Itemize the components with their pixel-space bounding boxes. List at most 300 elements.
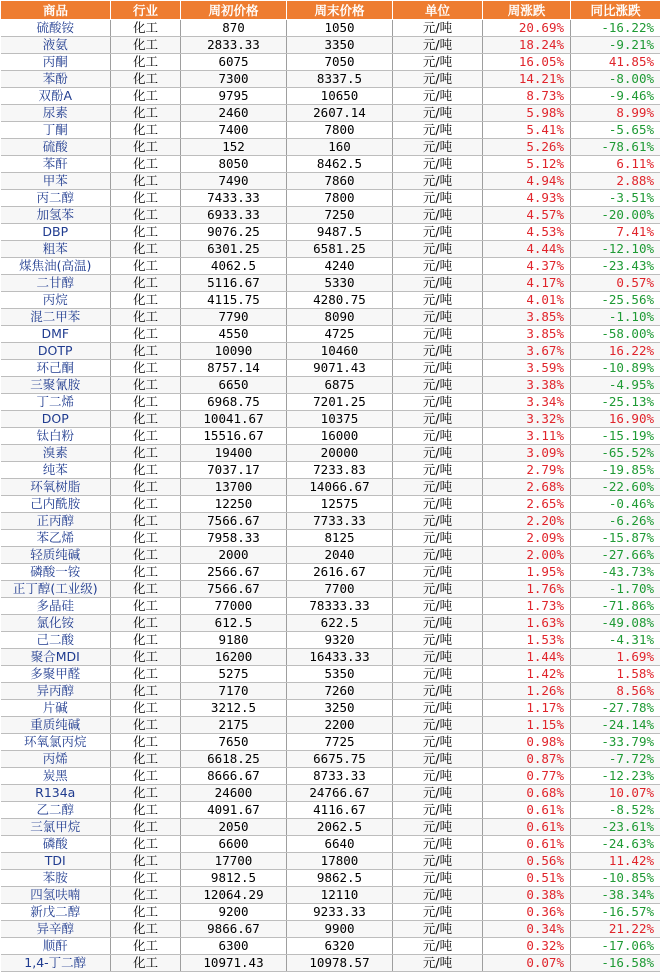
- header-industry: 行业: [111, 1, 181, 20]
- start-price-cell: 8757.14: [181, 360, 287, 377]
- end-price-cell: 9233.33: [287, 904, 393, 921]
- start-price-cell: 2566.67: [181, 564, 287, 581]
- unit-cell: 元/吨: [393, 547, 483, 564]
- industry-cell: 化工: [111, 428, 181, 445]
- table-row: [1, 258, 660, 275]
- yoy-change-cell: -24.63%: [571, 836, 660, 853]
- unit-cell: 元/吨: [393, 207, 483, 224]
- weekly-change-cell: 0.34%: [483, 921, 571, 938]
- weekly-change-cell: 2.00%: [483, 547, 571, 564]
- unit-cell: 元/吨: [393, 802, 483, 819]
- yoy-change-cell: -7.72%: [571, 751, 660, 768]
- product-name-cell: 三聚氰胺: [1, 377, 111, 394]
- weekly-change-cell: 20.69%: [483, 20, 571, 37]
- yoy-change-cell: -27.66%: [571, 547, 660, 564]
- product-name-cell: 丙烷: [1, 292, 111, 309]
- product-name-cell: 炭黑: [1, 768, 111, 785]
- table-row: [1, 122, 660, 139]
- end-price-cell: 5350: [287, 666, 393, 683]
- start-price-cell: 7433.33: [181, 190, 287, 207]
- yoy-change-cell: -25.13%: [571, 394, 660, 411]
- yoy-change-cell: -49.08%: [571, 615, 660, 632]
- weekly-change-cell: 0.61%: [483, 836, 571, 853]
- table-row: [1, 377, 660, 394]
- unit-cell: 元/吨: [393, 411, 483, 428]
- unit-cell: 元/吨: [393, 717, 483, 734]
- end-price-cell: 10460: [287, 343, 393, 360]
- industry-cell: 化工: [111, 632, 181, 649]
- table-row: [1, 139, 660, 156]
- unit-cell: 元/吨: [393, 326, 483, 343]
- industry-cell: 化工: [111, 54, 181, 71]
- product-name-cell: DMF: [1, 326, 111, 343]
- product-name-cell: DOP: [1, 411, 111, 428]
- industry-cell: 化工: [111, 751, 181, 768]
- product-name-cell: 多聚甲醛: [1, 666, 111, 683]
- start-price-cell: 6618.25: [181, 751, 287, 768]
- industry-cell: 化工: [111, 496, 181, 513]
- table-row: [1, 581, 660, 598]
- unit-cell: 元/吨: [393, 139, 483, 156]
- start-price-cell: 7958.33: [181, 530, 287, 547]
- product-name-cell: 轻质纯碱: [1, 547, 111, 564]
- end-price-cell: 9862.5: [287, 870, 393, 887]
- industry-cell: 化工: [111, 581, 181, 598]
- start-price-cell: 7490: [181, 173, 287, 190]
- product-name-cell: 苯胺: [1, 870, 111, 887]
- yoy-change-cell: -1.70%: [571, 581, 660, 598]
- start-price-cell: 19400: [181, 445, 287, 462]
- end-price-cell: 6675.75: [287, 751, 393, 768]
- start-price-cell: 612.5: [181, 615, 287, 632]
- industry-cell: 化工: [111, 462, 181, 479]
- start-price-cell: 6300: [181, 938, 287, 955]
- start-price-cell: 10971.43: [181, 955, 287, 972]
- start-price-cell: 10090: [181, 343, 287, 360]
- weekly-change-cell: 3.11%: [483, 428, 571, 445]
- unit-cell: 元/吨: [393, 173, 483, 190]
- end-price-cell: 8337.5: [287, 71, 393, 88]
- yoy-change-cell: -65.52%: [571, 445, 660, 462]
- industry-cell: 化工: [111, 938, 181, 955]
- unit-cell: 元/吨: [393, 360, 483, 377]
- yoy-change-cell: -22.60%: [571, 479, 660, 496]
- product-name-cell: 磷酸: [1, 836, 111, 853]
- start-price-cell: 8050: [181, 156, 287, 173]
- start-price-cell: 3212.5: [181, 700, 287, 717]
- table-row: [1, 921, 660, 938]
- end-price-cell: 7201.25: [287, 394, 393, 411]
- industry-cell: 化工: [111, 836, 181, 853]
- start-price-cell: 6968.75: [181, 394, 287, 411]
- weekly-change-cell: 2.09%: [483, 530, 571, 547]
- industry-cell: 化工: [111, 207, 181, 224]
- weekly-change-cell: 1.44%: [483, 649, 571, 666]
- start-price-cell: 12064.29: [181, 887, 287, 904]
- end-price-cell: 7250: [287, 207, 393, 224]
- industry-cell: 化工: [111, 683, 181, 700]
- yoy-change-cell: -24.14%: [571, 717, 660, 734]
- unit-cell: 元/吨: [393, 394, 483, 411]
- weekly-change-cell: 1.17%: [483, 700, 571, 717]
- yoy-change-cell: 16.90%: [571, 411, 660, 428]
- yoy-change-cell: -78.61%: [571, 139, 660, 156]
- end-price-cell: 78333.33: [287, 598, 393, 615]
- header-end-price: 周末价格: [287, 1, 393, 20]
- weekly-change-cell: 0.61%: [483, 802, 571, 819]
- start-price-cell: 13700: [181, 479, 287, 496]
- start-price-cell: 7037.17: [181, 462, 287, 479]
- product-name-cell: 乙二醇: [1, 802, 111, 819]
- industry-cell: 化工: [111, 275, 181, 292]
- product-name-cell: 环己酮: [1, 360, 111, 377]
- yoy-change-cell: 10.07%: [571, 785, 660, 802]
- start-price-cell: 12250: [181, 496, 287, 513]
- header-yoy-change: 同比涨跌: [571, 1, 660, 20]
- end-price-cell: 16000: [287, 428, 393, 445]
- product-name-cell: 丁酮: [1, 122, 111, 139]
- table-row: [1, 275, 660, 292]
- unit-cell: 元/吨: [393, 513, 483, 530]
- end-price-cell: 24766.67: [287, 785, 393, 802]
- end-price-cell: 160: [287, 139, 393, 156]
- product-name-cell: 片碱: [1, 700, 111, 717]
- unit-cell: 元/吨: [393, 955, 483, 972]
- weekly-change-cell: 1.53%: [483, 632, 571, 649]
- start-price-cell: 7300: [181, 71, 287, 88]
- start-price-cell: 6301.25: [181, 241, 287, 258]
- end-price-cell: 2062.5: [287, 819, 393, 836]
- industry-cell: 化工: [111, 258, 181, 275]
- unit-cell: 元/吨: [393, 224, 483, 241]
- start-price-cell: 6600: [181, 836, 287, 853]
- unit-cell: 元/吨: [393, 496, 483, 513]
- industry-cell: 化工: [111, 224, 181, 241]
- end-price-cell: 4240: [287, 258, 393, 275]
- table-row: [1, 411, 660, 428]
- yoy-change-cell: -12.23%: [571, 768, 660, 785]
- product-name-cell: 己内酰胺: [1, 496, 111, 513]
- weekly-change-cell: 0.07%: [483, 955, 571, 972]
- product-name-cell: DBP: [1, 224, 111, 241]
- end-price-cell: 6640: [287, 836, 393, 853]
- weekly-change-cell: 0.87%: [483, 751, 571, 768]
- product-name-cell: 环氧氯丙烷: [1, 734, 111, 751]
- product-name-cell: 异丙醇: [1, 683, 111, 700]
- start-price-cell: 4550: [181, 326, 287, 343]
- yoy-change-cell: -8.52%: [571, 802, 660, 819]
- unit-cell: 元/吨: [393, 343, 483, 360]
- table-row: [1, 564, 660, 581]
- yoy-change-cell: -4.95%: [571, 377, 660, 394]
- table-row: [1, 20, 660, 37]
- product-name-cell: 煤焦油(高温): [1, 258, 111, 275]
- industry-cell: 化工: [111, 122, 181, 139]
- table-row: [1, 88, 660, 105]
- product-name-cell: 混二甲苯: [1, 309, 111, 326]
- table-row: [1, 547, 660, 564]
- end-price-cell: 9320: [287, 632, 393, 649]
- start-price-cell: 7566.67: [181, 513, 287, 530]
- yoy-change-cell: -10.89%: [571, 360, 660, 377]
- product-name-cell: 顺酐: [1, 938, 111, 955]
- unit-cell: 元/吨: [393, 683, 483, 700]
- industry-cell: 化工: [111, 71, 181, 88]
- start-price-cell: 9866.67: [181, 921, 287, 938]
- industry-cell: 化工: [111, 649, 181, 666]
- table-row: [1, 734, 660, 751]
- unit-cell: 元/吨: [393, 71, 483, 88]
- end-price-cell: 12110: [287, 887, 393, 904]
- product-name-cell: 新戊二醇: [1, 904, 111, 921]
- weekly-change-cell: 3.85%: [483, 309, 571, 326]
- start-price-cell: 2175: [181, 717, 287, 734]
- weekly-change-cell: 16.05%: [483, 54, 571, 71]
- start-price-cell: 2460: [181, 105, 287, 122]
- yoy-change-cell: -9.46%: [571, 88, 660, 105]
- unit-cell: 元/吨: [393, 105, 483, 122]
- unit-cell: 元/吨: [393, 785, 483, 802]
- product-name-cell: 氯化铵: [1, 615, 111, 632]
- weekly-change-cell: 4.44%: [483, 241, 571, 258]
- yoy-change-cell: -1.10%: [571, 309, 660, 326]
- product-name-cell: 正丙醇: [1, 513, 111, 530]
- table-row: [1, 632, 660, 649]
- end-price-cell: 2200: [287, 717, 393, 734]
- start-price-cell: 16200: [181, 649, 287, 666]
- weekly-change-cell: 5.26%: [483, 139, 571, 156]
- product-name-cell: TDI: [1, 853, 111, 870]
- yoy-change-cell: 7.41%: [571, 224, 660, 241]
- industry-cell: 化工: [111, 292, 181, 309]
- end-price-cell: 20000: [287, 445, 393, 462]
- unit-cell: 元/吨: [393, 292, 483, 309]
- table-row: [1, 428, 660, 445]
- yoy-change-cell: -23.61%: [571, 819, 660, 836]
- yoy-change-cell: 6.11%: [571, 156, 660, 173]
- end-price-cell: 6875: [287, 377, 393, 394]
- end-price-cell: 10650: [287, 88, 393, 105]
- product-name-cell: 正丁醇(工业级): [1, 581, 111, 598]
- end-price-cell: 9071.43: [287, 360, 393, 377]
- start-price-cell: 4062.5: [181, 258, 287, 275]
- start-price-cell: 5275: [181, 666, 287, 683]
- product-name-cell: 溴素: [1, 445, 111, 462]
- start-price-cell: 77000: [181, 598, 287, 615]
- end-price-cell: 5330: [287, 275, 393, 292]
- product-name-cell: R134a: [1, 785, 111, 802]
- start-price-cell: 152: [181, 139, 287, 156]
- yoy-change-cell: -19.85%: [571, 462, 660, 479]
- unit-cell: 元/吨: [393, 887, 483, 904]
- weekly-change-cell: 2.20%: [483, 513, 571, 530]
- table-row: [1, 292, 660, 309]
- product-name-cell: 纯苯: [1, 462, 111, 479]
- industry-cell: 化工: [111, 411, 181, 428]
- yoy-change-cell: -43.73%: [571, 564, 660, 581]
- weekly-change-cell: 3.67%: [483, 343, 571, 360]
- table-row: [1, 768, 660, 785]
- unit-cell: 元/吨: [393, 462, 483, 479]
- yoy-change-cell: -15.87%: [571, 530, 660, 547]
- unit-cell: 元/吨: [393, 581, 483, 598]
- industry-cell: 化工: [111, 156, 181, 173]
- industry-cell: 化工: [111, 377, 181, 394]
- table-row: [1, 904, 660, 921]
- table-row: [1, 836, 660, 853]
- end-price-cell: 8733.33: [287, 768, 393, 785]
- product-name-cell: 重质纯碱: [1, 717, 111, 734]
- weekly-change-cell: 3.85%: [483, 326, 571, 343]
- unit-cell: 元/吨: [393, 921, 483, 938]
- end-price-cell: 6320: [287, 938, 393, 955]
- end-price-cell: 12575: [287, 496, 393, 513]
- unit-cell: 元/吨: [393, 275, 483, 292]
- weekly-change-cell: 18.24%: [483, 37, 571, 54]
- table-row: [1, 649, 660, 666]
- industry-cell: 化工: [111, 530, 181, 547]
- weekly-change-cell: 2.79%: [483, 462, 571, 479]
- unit-cell: 元/吨: [393, 632, 483, 649]
- weekly-change-cell: 0.98%: [483, 734, 571, 751]
- header-unit: 单位: [393, 1, 483, 20]
- unit-cell: 元/吨: [393, 37, 483, 54]
- industry-cell: 化工: [111, 20, 181, 37]
- unit-cell: 元/吨: [393, 479, 483, 496]
- yoy-change-cell: -17.06%: [571, 938, 660, 955]
- unit-cell: 元/吨: [393, 428, 483, 445]
- yoy-change-cell: 16.22%: [571, 343, 660, 360]
- start-price-cell: 17700: [181, 853, 287, 870]
- industry-cell: 化工: [111, 700, 181, 717]
- end-price-cell: 9487.5: [287, 224, 393, 241]
- table-row: [1, 870, 660, 887]
- unit-cell: 元/吨: [393, 241, 483, 258]
- product-name-cell: 三氯甲烷: [1, 819, 111, 836]
- end-price-cell: 8090: [287, 309, 393, 326]
- weekly-change-cell: 0.51%: [483, 870, 571, 887]
- industry-cell: 化工: [111, 615, 181, 632]
- weekly-change-cell: 1.15%: [483, 717, 571, 734]
- unit-cell: 元/吨: [393, 122, 483, 139]
- industry-cell: 化工: [111, 326, 181, 343]
- start-price-cell: 7566.67: [181, 581, 287, 598]
- start-price-cell: 9180: [181, 632, 287, 649]
- industry-cell: 化工: [111, 717, 181, 734]
- yoy-change-cell: 0.57%: [571, 275, 660, 292]
- weekly-change-cell: 0.68%: [483, 785, 571, 802]
- yoy-change-cell: -33.79%: [571, 734, 660, 751]
- start-price-cell: 6933.33: [181, 207, 287, 224]
- start-price-cell: 4091.67: [181, 802, 287, 819]
- industry-cell: 化工: [111, 819, 181, 836]
- end-price-cell: 4116.67: [287, 802, 393, 819]
- industry-cell: 化工: [111, 785, 181, 802]
- industry-cell: 化工: [111, 105, 181, 122]
- yoy-change-cell: -3.51%: [571, 190, 660, 207]
- table-row: [1, 241, 660, 258]
- weekly-change-cell: 0.38%: [483, 887, 571, 904]
- table-row: [1, 785, 660, 802]
- unit-cell: 元/吨: [393, 190, 483, 207]
- industry-cell: 化工: [111, 802, 181, 819]
- yoy-change-cell: -15.19%: [571, 428, 660, 445]
- table-row: [1, 479, 660, 496]
- weekly-change-cell: 0.56%: [483, 853, 571, 870]
- yoy-change-cell: 11.42%: [571, 853, 660, 870]
- weekly-change-cell: 3.32%: [483, 411, 571, 428]
- yoy-change-cell: -6.26%: [571, 513, 660, 530]
- header-weekly-change: 周涨跌: [483, 1, 571, 20]
- product-name-cell: 粗苯: [1, 241, 111, 258]
- start-price-cell: 2833.33: [181, 37, 287, 54]
- weekly-change-cell: 1.95%: [483, 564, 571, 581]
- table-row: [1, 513, 660, 530]
- end-price-cell: 7733.33: [287, 513, 393, 530]
- start-price-cell: 7400: [181, 122, 287, 139]
- unit-cell: 元/吨: [393, 377, 483, 394]
- product-name-cell: 钛白粉: [1, 428, 111, 445]
- table-row: [1, 309, 660, 326]
- start-price-cell: 9812.5: [181, 870, 287, 887]
- yoy-change-cell: -10.85%: [571, 870, 660, 887]
- yoy-change-cell: 1.58%: [571, 666, 660, 683]
- product-name-cell: 双酚A: [1, 88, 111, 105]
- table-row: [1, 54, 660, 71]
- table-row: [1, 853, 660, 870]
- industry-cell: 化工: [111, 88, 181, 105]
- end-price-cell: 17800: [287, 853, 393, 870]
- header-product: 商品: [1, 1, 111, 20]
- product-name-cell: 加氢苯: [1, 207, 111, 224]
- unit-cell: 元/吨: [393, 88, 483, 105]
- weekly-change-cell: 2.65%: [483, 496, 571, 513]
- unit-cell: 元/吨: [393, 649, 483, 666]
- product-name-cell: 液氨: [1, 37, 111, 54]
- unit-cell: 元/吨: [393, 853, 483, 870]
- weekly-change-cell: 4.93%: [483, 190, 571, 207]
- weekly-change-cell: 5.98%: [483, 105, 571, 122]
- table-row: [1, 666, 660, 683]
- yoy-change-cell: -12.10%: [571, 241, 660, 258]
- product-name-cell: 磷酸一铵: [1, 564, 111, 581]
- unit-cell: 元/吨: [393, 445, 483, 462]
- start-price-cell: 870: [181, 20, 287, 37]
- weekly-change-cell: 1.63%: [483, 615, 571, 632]
- unit-cell: 元/吨: [393, 734, 483, 751]
- end-price-cell: 10375: [287, 411, 393, 428]
- start-price-cell: 5116.67: [181, 275, 287, 292]
- start-price-cell: 8666.67: [181, 768, 287, 785]
- table-row: [1, 105, 660, 122]
- end-price-cell: 622.5: [287, 615, 393, 632]
- end-price-cell: 16433.33: [287, 649, 393, 666]
- table-row: [1, 71, 660, 88]
- unit-cell: 元/吨: [393, 819, 483, 836]
- table-row: [1, 156, 660, 173]
- unit-cell: 元/吨: [393, 598, 483, 615]
- product-name-cell: 丁二烯: [1, 394, 111, 411]
- product-name-cell: 硫酸: [1, 139, 111, 156]
- end-price-cell: 4280.75: [287, 292, 393, 309]
- table-row: [1, 717, 660, 734]
- yoy-change-cell: -5.65%: [571, 122, 660, 139]
- weekly-change-cell: 1.42%: [483, 666, 571, 683]
- industry-cell: 化工: [111, 564, 181, 581]
- end-price-cell: 8462.5: [287, 156, 393, 173]
- industry-cell: 化工: [111, 241, 181, 258]
- start-price-cell: 7790: [181, 309, 287, 326]
